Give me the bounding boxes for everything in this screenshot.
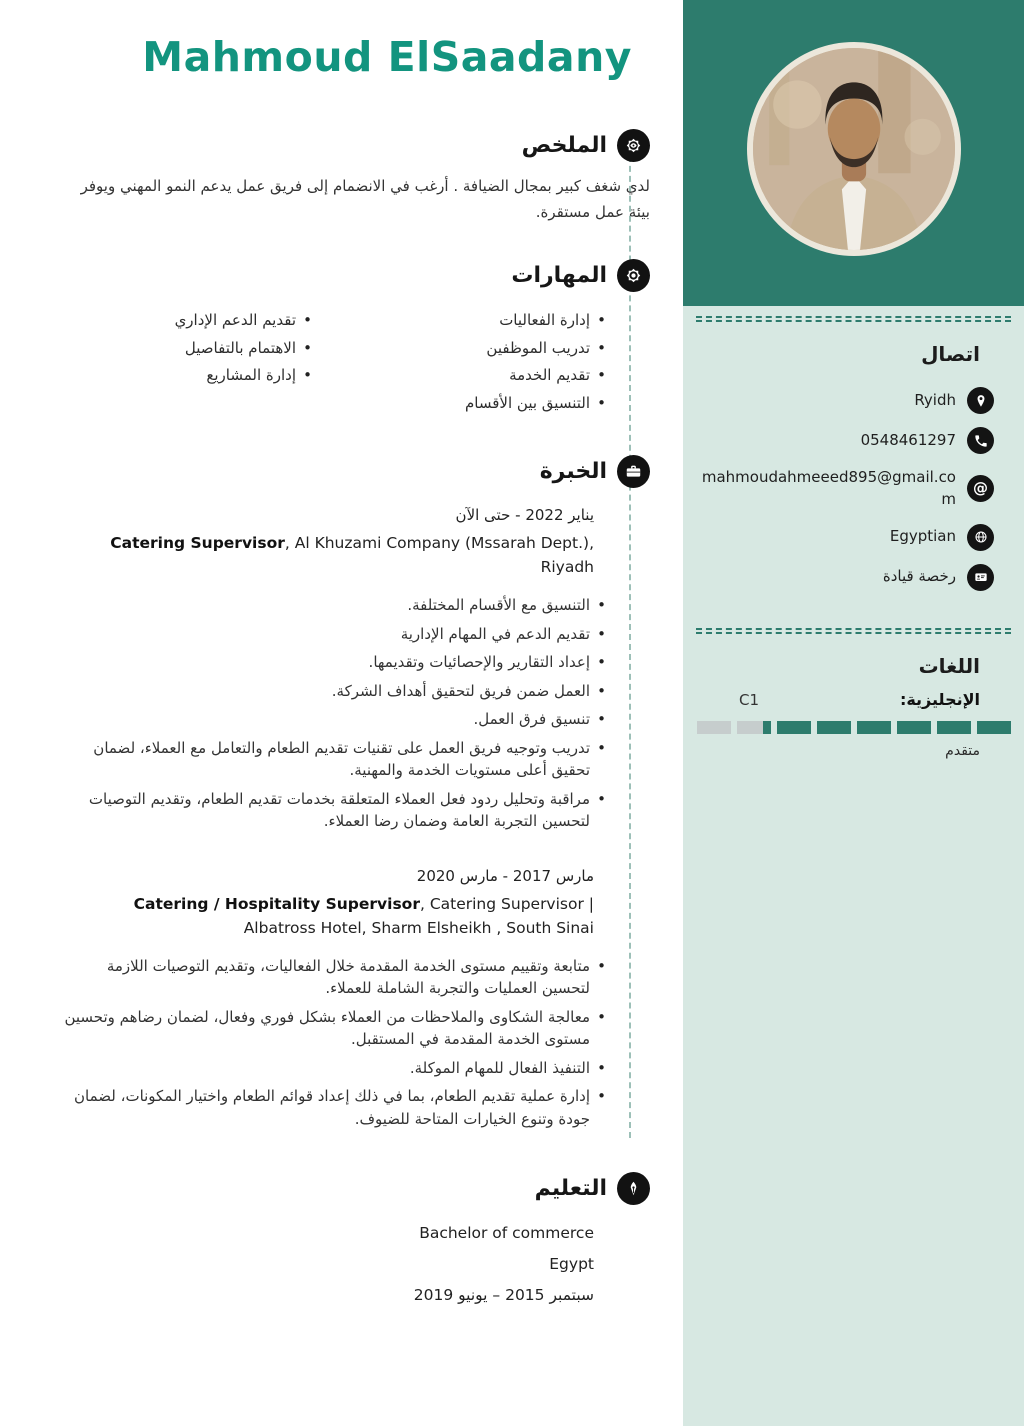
- job-title-role: Catering Supervisor: [110, 534, 285, 553]
- contact-item-email: [697, 467, 994, 511]
- job-title: [62, 531, 594, 579]
- language-progress-bar: [697, 721, 1011, 734]
- skills-columns: [62, 304, 654, 419]
- experience-bullet: • معالجة الشكاوى والملاحظات من العملاء بشكل فوري وفعال، لضمان رضاهم وتحسين مستوى الخدمة المقدمة في المستقبل.: [62, 1006, 606, 1051]
- education-country: Egypt: [549, 1255, 594, 1273]
- globe-icon: [967, 524, 994, 551]
- experience-bullet: • تقديم الدعم في المهام الإدارية: [62, 623, 606, 646]
- language-row: [683, 684, 1024, 709]
- skills-heading: المهارات: [511, 263, 607, 289]
- experience-bullet: • تنسيق فرق العمل.: [62, 708, 606, 731]
- summary-text: لدي شغف كبير بمجال الضيافة . أرغب في الانضمام إلى فريق عمل يدعم النمو المهني ويوفر بيئة عمل مستقرة.: [80, 177, 650, 221]
- location-pin-icon: [967, 387, 994, 414]
- sidebar: [683, 0, 1024, 1426]
- section-skills: [62, 259, 654, 419]
- contact-item-nationality: [697, 524, 994, 551]
- experience-entry: [62, 867, 654, 1131]
- experience-entry: [62, 506, 654, 833]
- language-progress-fill: [763, 721, 1011, 734]
- skills-gear-icon: [617, 259, 650, 292]
- main-content: [62, 0, 654, 1308]
- job-dates: مارس 2017 - مارس 2020: [416, 866, 594, 885]
- experience-bullet: • العمل ضمن فريق لتحقيق أهداف الشركة.: [62, 680, 606, 703]
- contact-license-value: رخصة قيادة: [882, 567, 956, 586]
- skill-item: • التنسيق بين الأقسام: [358, 392, 606, 415]
- skill-item: • الاهتمام بالتفاصيل: [62, 337, 312, 360]
- skills-header: [62, 259, 650, 292]
- summary-gear-eye-icon: [617, 129, 650, 162]
- contact-item-phone: [697, 427, 994, 454]
- phone-icon: [967, 427, 994, 454]
- pen-nib-icon: [617, 1172, 650, 1205]
- section-summary: [62, 129, 654, 225]
- skill-item: • تقديم الخدمة: [358, 364, 606, 387]
- dashed-separator: [696, 316, 1011, 322]
- job-title: [62, 892, 594, 940]
- experience-bullet: • التنسيق مع الأقسام المختلفة.: [62, 594, 606, 617]
- job-title-company: , Catering Supervisor | Albatross Hotel, Sharm Elsheikh , South Sinai: [243, 894, 594, 937]
- profile-photo-illustration: [753, 48, 955, 250]
- experience-header: [62, 455, 650, 488]
- skills-column-left: [62, 304, 358, 419]
- photo-banner: [683, 0, 1024, 306]
- education-degree: Bachelor of commerce: [419, 1224, 594, 1243]
- contact-item-license: [697, 564, 994, 591]
- language-label: الإنجليزية:: [899, 689, 980, 709]
- job-dates: يناير 2022 - حتى الآن: [455, 506, 594, 525]
- person-name: Mahmoud ElSaadany: [142, 33, 632, 81]
- contact-nationality-value: Egyptian: [889, 527, 956, 546]
- education-heading: التعليم: [534, 1176, 607, 1202]
- contact-email-value: mahmoudahmeeed895@gmail.com: [701, 468, 956, 508]
- contact-item-location: [697, 387, 994, 414]
- education-header: [62, 1172, 650, 1205]
- contact-location-value: Ryidh: [914, 390, 956, 409]
- contact-heading: اتصال: [921, 342, 980, 366]
- experience-bullet: • متابعة وتقييم مستوى الخدمة المقدمة خلال الفعاليات، وتقديم التوصيات اللازمة لتحسين العمليات والتجربة الشاملة للعملاء.: [62, 955, 606, 1000]
- section-experience: [62, 455, 654, 1130]
- skill-item: • تقديم الدعم الإداري: [62, 309, 312, 332]
- experience-bullet: • التنفيذ الفعال للمهام الموكلة.: [62, 1057, 606, 1080]
- skill-item: • تدريب الموظفين: [358, 337, 606, 360]
- language-level-badge: C1: [739, 690, 760, 709]
- summary-heading: الملخص: [521, 133, 607, 159]
- id-card-icon: [967, 564, 994, 591]
- experience-heading: الخبرة: [539, 459, 607, 485]
- skill-item: • إدارة المشاريع: [62, 364, 312, 387]
- summary-header: [62, 129, 650, 162]
- experience-bullet: • إدارة عملية تقديم الطعام، بما في ذلك إعداد قوائم الطعام واختيار المكونات، لضمان جودة وتنوع الخيارات المتاحة للضيوف.: [62, 1085, 606, 1130]
- job-bullet-list: [62, 955, 606, 1131]
- experience-bullet: • مراقبة وتحليل ردود فعل العملاء المتعلقة بخدمات تقديم الطعام، وتقديم التوصيات لتحسين التجربة العامة وضمان رضا العملاء.: [62, 788, 606, 833]
- education-dates: سبتمبر 2015 – يونيو 2019: [413, 1285, 594, 1304]
- language-descriptor: متقدم: [945, 742, 980, 759]
- profile-photo: [747, 42, 961, 256]
- email-at-icon: @: [967, 475, 994, 502]
- contact-phone-value: 0548461297: [860, 430, 956, 449]
- skills-column-right: [358, 304, 654, 419]
- job-bullet-list: [62, 594, 606, 833]
- skill-item: • إدارة الفعاليات: [358, 309, 606, 332]
- job-title-company: , Al Khuzami Company (Mssarah Dept.), Riyadh: [284, 534, 594, 577]
- contact-list: [683, 372, 1024, 618]
- experience-bullet: • إعداد التقارير والإحصائيات وتقديمها.: [62, 651, 606, 674]
- experience-bullet: • تدريب وتوجيه فريق العمل على تقنيات تقديم الطعام والتعامل مع العملاء، لضمان تحقيق أعلى مستويات الخدمة والمهنية.: [62, 737, 606, 782]
- dashed-separator: [696, 628, 1011, 634]
- section-education: [62, 1172, 654, 1307]
- briefcase-icon: [617, 455, 650, 488]
- job-title-role: Catering / Hospitality Supervisor: [133, 894, 420, 913]
- languages-heading: اللغات: [918, 653, 980, 678]
